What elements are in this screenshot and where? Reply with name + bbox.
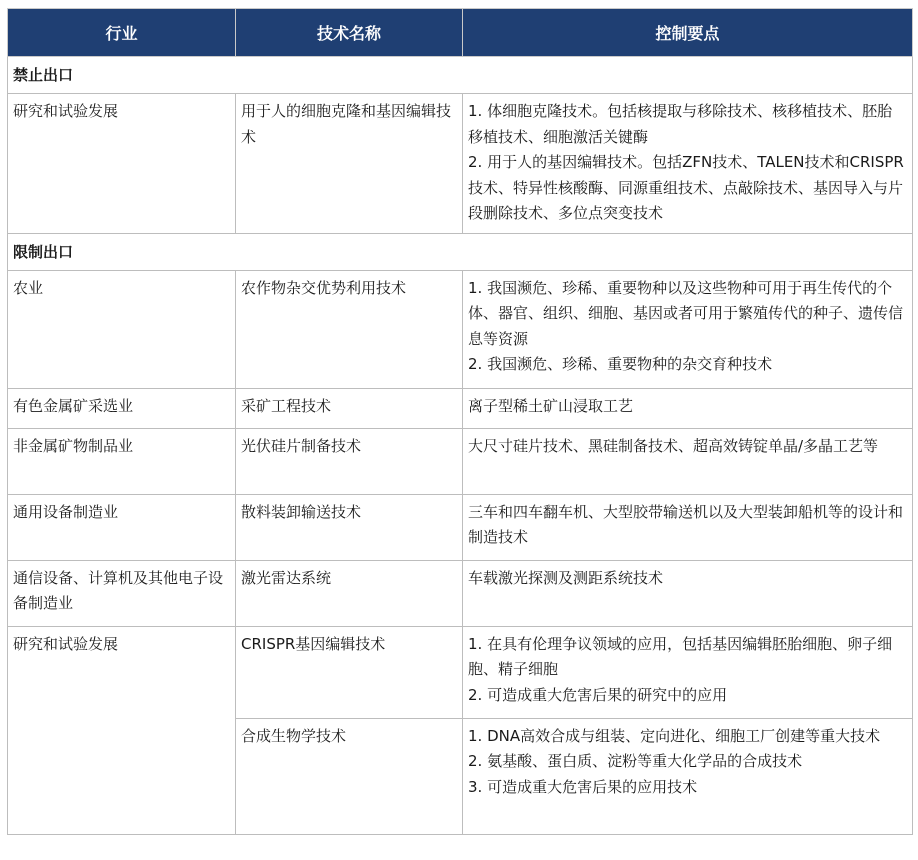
point-line: 3. 可造成重大危害后果的应用技术 [468,777,698,796]
table-row [8,560,913,626]
tech-cell: 用于人的细胞克隆和基因编辑技术 [236,94,463,234]
point-line: 三车和四车翻车机、大型胶带输送机以及大型装卸船机等的设计和制造技术 [468,502,904,546]
industry-cell: 非金属矿物制品业 [8,428,236,494]
point-line: 大尺寸硅片技术、黑硅制备技术、超高效铸锭单晶/多晶工艺等 [468,436,879,455]
table-row [8,94,913,234]
industry-cell: 通信设备、计算机及其他电子设备制造业 [8,560,236,626]
points-cell [463,494,913,560]
table-row [8,428,913,494]
points-cell [463,560,913,626]
tech-cell: 激光雷达系统 [236,560,463,626]
table-row [8,388,913,428]
tech-cell: 合成生物学技术 [236,718,463,834]
tech-cell: 散料装卸输送技术 [236,494,463,560]
industry-cell: 通用设备制造业 [8,494,236,560]
point-line: 2. 可造成重大危害后果的研究中的应用 [468,685,728,704]
point-line: 2. 氨基酸、蛋白质、淀粉等重大化学品的合成技术 [468,752,803,770]
points-cell [463,428,913,494]
header-tech-name: 技术名称 [236,9,463,57]
points-cell [463,718,913,834]
point-line: 离子型稀土矿山浸取工艺 [468,396,634,415]
point-line: 1. 我国濒危、珍稀、重要物种以及这些物种可用于再生传代的个体、器官、组织、细胞、基因或者可用于繁殖传代的种子、遗传信息等资源 [468,278,904,348]
point-line: 1. 体细胞克隆技术。包括核提取与移除技术、核移植技术、胚胎移植技术、细胞激活关键酶 [468,102,893,146]
point-line: 2. 我国濒危、珍稀、重要物种的杂交育种技术 [468,355,773,373]
section-row [8,233,913,270]
point-line: 1. 在具有伦理争议领域的应用，包括基因编辑胚胎细胞、卵子细胞、精子细胞 [468,634,893,678]
points-cell [463,626,913,718]
table-row [8,494,913,560]
industry-cell: 农业 [8,270,236,388]
point-line: 车载激光探测及测距系统技术 [468,568,664,587]
header-control-points: 控制要点 [463,9,913,57]
industry-cell: 研究和试验发展 [8,94,236,234]
points-cell [463,388,913,428]
section-row [8,57,913,94]
section-title-prohibited: 禁止出口 [8,57,913,94]
tech-control-table [7,8,913,835]
point-line: 1. DNA高效合成与组装、定向进化、细胞工厂创建等重大技术 [468,726,881,745]
tech-cell: CRISPR基因编辑技术 [236,626,463,718]
industry-cell: 研究和试验发展 [8,626,236,834]
tech-cell: 光伏硅片制备技术 [236,428,463,494]
header-industry: 行业 [8,9,236,57]
table-row [8,626,913,718]
industry-cell: 有色金属矿采选业 [8,388,236,428]
points-cell [463,94,913,234]
points-cell [463,270,913,388]
point-line: 2. 用于人的基因编辑技术。包括ZFN技术、TALEN技术和CRISPR技术、特异性核酸酶、同源重组技术、点敲除技术、基因导入与片段删除技术、多位点突变技术 [468,153,904,222]
tech-cell: 采矿工程技术 [236,388,463,428]
tech-cell: 农作物杂交优势利用技术 [236,270,463,388]
header-row [8,9,913,57]
table-row [8,270,913,388]
section-title-restricted: 限制出口 [8,233,913,270]
